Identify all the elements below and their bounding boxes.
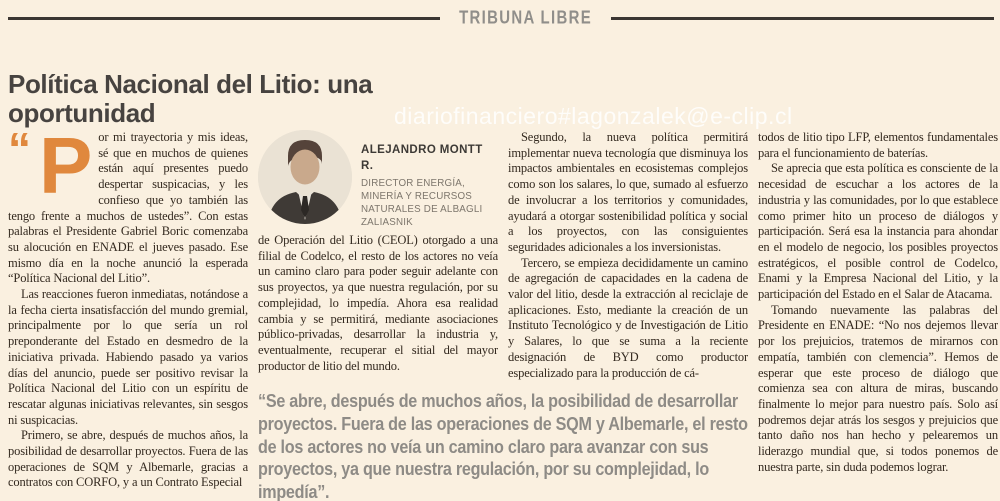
body-paragraph: todos de litio tipo LFP, elementos fundamentales para el funcionamiento de baterías.	[758, 130, 998, 160]
pull-quote: “Se abre, después de muchos años, la posibilidad de desarrollar proyectos. Fuera de las operaciones de SQM y Albemarle, el resto de los actores no veía un camino claro para avanzar con sus proyectos, ya que nuestra regulación, por su complejidad, lo impedía”.	[258, 390, 748, 501]
masthead-rule-left	[8, 17, 440, 20]
body-paragraph: Se aprecia que esta política es consciente de la necesidad de escuchar a los actores de la industria y las comunidades, por lo que establece como primer hito un proceso de diálogos y participación. Será esa la instancia para ahondar en el modelo de negocio, los posibles proyectos estratégicos, el posible control de Codelco, Enami y la Empresa Nacional del Litio, y la participación del Estado en el Salar de Atacama.	[758, 161, 998, 302]
author-portrait-photo	[258, 130, 352, 224]
author-role: DIRECTOR ENERGÍA, MINERÍA Y RECURSOS NATURALES DE ALBAGLI ZALIASNIK	[361, 178, 483, 228]
article-column-4	[758, 130, 998, 501]
article-column-3	[508, 130, 748, 392]
drop-cap: P	[39, 130, 93, 210]
headline-line-1: Política Nacional del Litio: una	[8, 69, 373, 100]
author-meta	[361, 130, 498, 226]
section-label: TRIBUNA LIBRE	[459, 7, 593, 28]
opening-quote-mark: “	[8, 130, 31, 175]
lead-paragraph	[8, 130, 248, 287]
body-paragraph: Primero, se abre, después de muchos años, la posibilidad de desarrollar proyectos. Fuera de las operaciones de SQM y Albemarle, gracias a contratos con CORFO, y a un Contrato Especial	[8, 428, 248, 490]
body-paragraph: Tomando nuevamente las palabras del Presidente en ENADE: “No nos dejemos llevar por los prejuicios, tratemos de mirarnos con empatía, también con clemencia”. Hemos de esperar que este proceso de diálogo que comienza sea con altura de miras, buscando finalmente lo mejor para nuestro país. Solo así podremos dejar atrás los sesgos y prejuicios que tanto daño nos han hecho y pelearemos un liderazgo mundial que, si todos ponemos de nuestra parte, sin duda podemos lograr.	[758, 302, 998, 474]
headline-line-2: oportunidad	[8, 98, 156, 128]
headline	[8, 70, 372, 127]
paragraph-text: or mi trayectoria y mis ideas, sé que en muchos de quienes están aquí presentes puedo despertar suspicacias, y les confieso que yo también las tengo frente a muchos de ustedes”. Con estas palabras el Presidente Gabriel Boric comenzaba su alocución en ENADE el jueves pasado. Ese mismo día en la noche anunció la esperada “Política Nacional del Litio”.	[8, 130, 248, 286]
masthead-rule-right	[611, 17, 994, 20]
author-name: ALEJANDRO MONTT R.	[361, 144, 483, 172]
portrait-illustration	[258, 130, 352, 224]
watermark: diariofinanciero#lagonzalek@e-clip.cl	[394, 103, 793, 129]
body-paragraph: Tercero, se empieza decididamente un camino de agregación de capacidades en la cadena de valor del litio, desde la extracción al reciclaje de aplicaciones. Esto, mediante la creación de un Instituto Tecnológico y de Investigación de Litio y Salares, lo que se suma a la reciente designación de BYD como productor especializado para la producción de cá-	[508, 255, 748, 380]
article-column-1	[8, 130, 248, 501]
body-paragraph: de Operación del Litio (CEOL) otorgado a una filial de Codelco, el resto de los actores no veía un camino claro para poder seguir adelante con sus proyectos, ya que nuestra regulación, por su complejidad, lo impedía. Ahora esa realidad cambia y se permitirá, mediante asociaciones público-privadas, desarrollar la industria y, eventualmente, recuperar el sitial del mayor productor de litio del mundo.	[258, 233, 498, 373]
author-block	[258, 130, 498, 226]
masthead	[8, 8, 994, 28]
body-paragraph: Segundo, la nueva política permitirá implementar nueva tecnología que disminuya los impactos ambientales en ecosistemas complejos como son los salares, lo que, sumado al esfuerzo de involucrar a los territorios y comunidades, ayudará a otorgar sostenibilidad política y social a los proyectos, con las consiguientes seguridades adicionales a los inversionistas.	[508, 130, 748, 254]
body-paragraph: Las reacciones fueron inmediatas, notándose a la fecha cierta insatisfacción del mundo gremial, principalmente por lo que sería un rol preponderante del Estado en desmedro de la iniciativa privada. Habiendo pasado ya varios días del anuncio, puede ser positivo revisar la Política Nacional del Litio con un espíritu de rescatar algunas iniciativas relevantes, sin sesgos ni suspicacias.	[8, 287, 248, 427]
